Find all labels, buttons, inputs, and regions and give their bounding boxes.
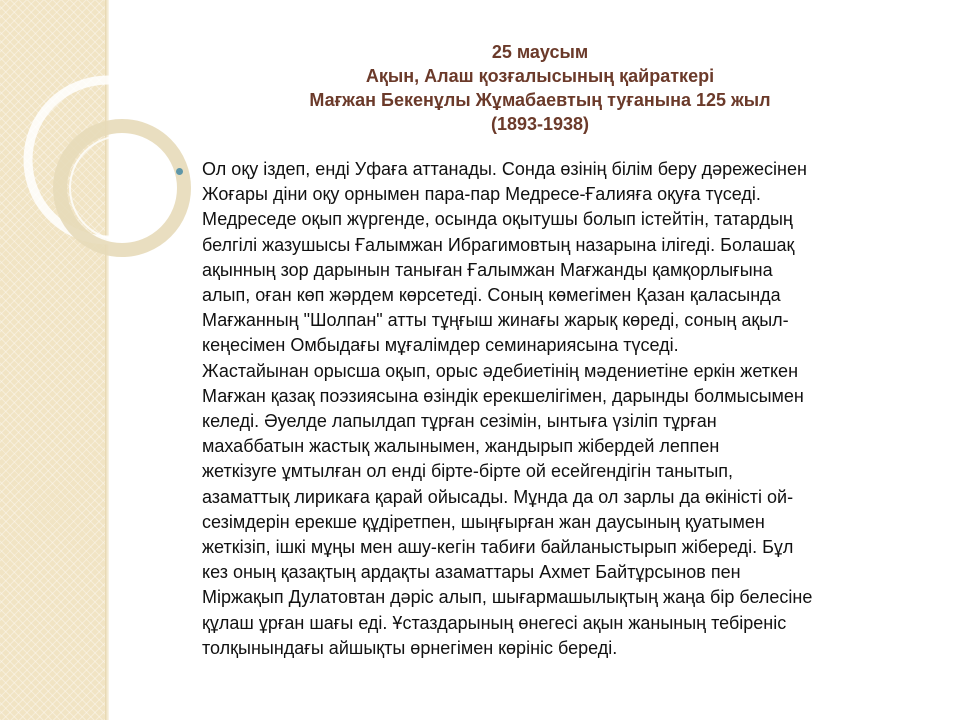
title-subtitle: Ақын, Алаш қозғалысының қайраткері: [365, 66, 715, 86]
bullet-text: [202, 157, 932, 661]
bullet-icon: [176, 168, 183, 175]
decorative-ring-inner: [60, 126, 184, 250]
title-anniversary: Мағжан Бекенұлы Жұмабаевтың туғанына 125 жыл: [309, 90, 771, 110]
text-line: белгілі жазушысы Ғалымжан Ибрагимовтың назарына ілігеді. Болашақ: [202, 234, 795, 255]
text-line: ақынның зор дарынын таныған Ғалымжан Мағжанды қамқорлығына: [202, 259, 773, 280]
text-line: Мағжан қазақ поэзиясына өзіндік ерекшелігімен, дарынды болмысымен: [202, 385, 804, 406]
decorative-ring-thin: [70, 136, 174, 240]
text-line: құлаш ұрған шағы еді. Ұстаздарының өнегесі ақын жанының тебіреніс: [202, 612, 787, 633]
decorative-circles: [0, 0, 200, 300]
text-line: Міржақып Дулатовтан дәріс алып, шығармашылықтың жаңа бір белесіне: [202, 587, 813, 608]
text-line: Ол оқу іздеп, енді Уфаға аттанады. Сонда өзінің білім беру дәрежесінен: [202, 159, 807, 179]
title-date: 25 маусым: [491, 42, 589, 62]
text-line: Медреседе оқып жүргенде, осында оқытушы болып істейтін, татардың: [202, 209, 793, 230]
text-line: келеді. Әуелде лапылдап тұрған сезімін, ынтыға үзіліп тұрған: [202, 411, 717, 432]
text-line: кез оның қазақтың ардақты азаматтары Ахмет Байтұрсынов пен: [202, 562, 741, 583]
text-line: кеңесімен Омбыдағы мұғалімдер семинариясына түседі.: [202, 335, 679, 356]
text-line: махаббатын жастық жалынымен, жандырып жібердей леппен: [202, 436, 720, 457]
text-line: Жоғары діни оқу орнымен пара-пар Медресе-Ғалияға оқуға түседі.: [202, 184, 761, 205]
text-line: сезімдерін ерекше құдіретпен, шыңғырған жан даусының қуатымен: [202, 511, 765, 532]
slide-title: [260, 40, 820, 136]
title-years: (1893-1938): [490, 114, 590, 134]
text-line: Жастайынан орысша оқып, орыс әдебиетінің мәдениетіне еркін жеткен: [202, 360, 799, 381]
text-line: жеткізуге ұмтылған ол енді бірте-бірте ой есейгендігін танытып,: [202, 461, 734, 482]
decorative-ring-outer: [28, 80, 188, 240]
text-line: толқынындағы айшықты өрнегімен көрініс береді.: [202, 637, 618, 658]
text-line: жеткізіп, ішкі мұңы мен ашу-кегін табиғи байланыстырып жібереді. Бұл: [202, 537, 794, 558]
text-line: Мағжанның "Шолпан" атты тұңғыш жинағы жарық көреді, соның ақыл-: [202, 310, 789, 331]
text-line: азаматтық лирикаға қарай ойысады. Мұнда да ол зарлы да өкіністі ой-: [202, 486, 794, 507]
text-line: алып, оған көп жәрдем көрсетеді. Соның көмегімен Қазан қаласында: [202, 285, 781, 306]
